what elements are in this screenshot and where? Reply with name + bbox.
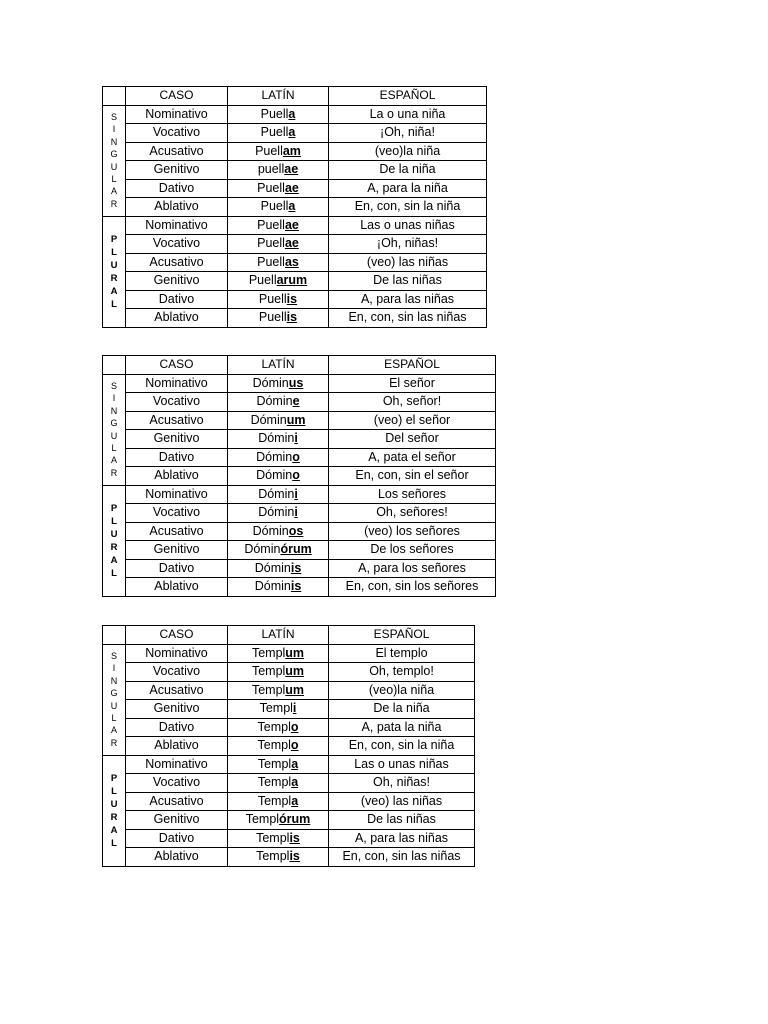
latin-stem: Templ [251, 682, 286, 697]
plural-label: P L U R A L [103, 485, 126, 596]
case-cell: Nominativo [126, 105, 228, 124]
latin-cell [228, 559, 329, 578]
header-espanol: ESPAÑOL [329, 626, 475, 645]
latin-ending-text: e [292, 394, 300, 409]
latin-cell [228, 541, 329, 560]
latin-stem: Dómin [252, 523, 289, 538]
latin-cell [228, 290, 329, 309]
latin-ending-text: i [292, 701, 297, 716]
table-row [103, 811, 475, 830]
latin-stem: Puell [248, 273, 277, 288]
latin-stem: Templ [257, 738, 291, 753]
latin-stem: Templ [245, 812, 280, 827]
table-row [103, 179, 487, 198]
latin-ending-text: órum [280, 542, 312, 557]
spanish-cell: A, para los señores [329, 559, 496, 578]
latin-stem: puell [257, 162, 285, 177]
table-row [103, 541, 496, 560]
latin-cell [228, 737, 329, 756]
latin-ending [287, 310, 297, 324]
latin-ending-text: i [294, 505, 298, 520]
latin-cell [228, 829, 329, 848]
latin-cell [228, 792, 329, 811]
latin-cell [228, 216, 329, 235]
latin-ending-text: a [288, 106, 296, 121]
latin-cell [228, 374, 329, 393]
latin-stem: Dómin [258, 431, 295, 446]
case-cell: Vocativo [126, 663, 228, 682]
case-cell: Ablativo [126, 198, 228, 217]
latin-ending-text: i [294, 486, 298, 501]
latin-ending [292, 468, 300, 482]
latin-ending [291, 757, 298, 771]
latin-ending-text: a [288, 199, 296, 214]
latin-cell [228, 681, 329, 700]
header-espanol: ESPAÑOL [329, 356, 496, 375]
latin-stem: Dómin [256, 449, 293, 464]
latin-ending-text: o [290, 719, 299, 734]
spanish-cell: En, con, sin el señor [329, 467, 496, 486]
latin-cell [228, 578, 329, 597]
spanish-cell: El templo [329, 644, 475, 663]
spanish-cell: De los señores [329, 541, 496, 560]
latin-stem: Dómin [256, 394, 293, 409]
latin-stem: Dómin [252, 375, 289, 390]
table-row [103, 755, 475, 774]
latin-stem: Templ [257, 793, 292, 808]
singular-label: S I N G U L A R [103, 644, 126, 755]
case-cell: Nominativo [126, 485, 228, 504]
table-row [103, 644, 475, 663]
spanish-cell: En, con, sin las niñas [329, 848, 475, 867]
latin-stem: Dómin [258, 505, 295, 520]
case-cell: Ablativo [126, 737, 228, 756]
case-cell: Genitivo [126, 272, 228, 291]
latin-cell [228, 179, 329, 198]
spanish-cell: ¡Oh, niñas! [329, 235, 487, 254]
latin-ending-text: ae [284, 162, 299, 177]
table-row [103, 411, 496, 430]
table-row [103, 792, 475, 811]
singular-label: S I N G U L A R [103, 105, 126, 216]
spanish-cell: A, pata la niña [329, 718, 475, 737]
latin-ending [287, 413, 306, 427]
latin-ending [289, 849, 299, 863]
table-row [103, 309, 487, 328]
table-row [103, 430, 496, 449]
header-corner [103, 356, 126, 375]
spanish-cell: A, para las niñas [329, 290, 487, 309]
latin-ending [285, 683, 304, 697]
latin-ending-text: am [282, 143, 301, 158]
spanish-cell: A, para las niñas [329, 829, 475, 848]
latin-ending [279, 812, 310, 826]
latin-ending-text: i [294, 431, 298, 446]
latin-ending [277, 273, 308, 287]
table-row [103, 522, 496, 541]
latin-ending [289, 831, 299, 845]
latin-ending-text: is [290, 579, 302, 594]
latin-ending [288, 107, 295, 121]
table-row [103, 681, 475, 700]
latin-stem: Templ [251, 664, 286, 679]
latin-stem: Puell [257, 217, 285, 232]
spanish-cell: A, para la niña [329, 179, 487, 198]
latin-ending [294, 431, 297, 445]
latin-ending [291, 720, 299, 734]
table-row [103, 216, 487, 235]
header-caso: CASO [126, 356, 228, 375]
header-latin: LATÍN [228, 87, 329, 106]
declension-table-templum [102, 625, 475, 867]
case-cell: Ablativo [126, 309, 228, 328]
latin-ending-text: órum [279, 812, 311, 827]
table-row [103, 161, 487, 180]
latin-stem: Templ [257, 756, 292, 771]
latin-cell [228, 235, 329, 254]
latin-ending-text: a [291, 775, 299, 790]
table-row [103, 700, 475, 719]
table-row [103, 253, 487, 272]
latin-stem: Templ [257, 719, 291, 734]
latin-ending-text: a [288, 125, 296, 140]
case-cell: Dativo [126, 718, 228, 737]
table-row [103, 718, 475, 737]
spanish-cell: (veo)la niña [329, 142, 487, 161]
latin-ending [284, 162, 298, 176]
latin-cell [228, 411, 329, 430]
latin-stem: Templ [256, 830, 290, 845]
latin-ending [283, 144, 301, 158]
latin-ending [280, 542, 311, 556]
latin-ending [293, 394, 300, 408]
spanish-cell: De la niña [329, 700, 475, 719]
spanish-cell: De las niñas [329, 272, 487, 291]
spanish-cell: De la niña [329, 161, 487, 180]
spanish-cell: Del señor [329, 430, 496, 449]
latin-ending-text: us [288, 375, 304, 390]
plural-label: P L U R A L [103, 755, 126, 866]
latin-ending [291, 579, 301, 593]
latin-cell [228, 253, 329, 272]
case-cell: Vocativo [126, 124, 228, 143]
table-row [103, 198, 487, 217]
case-cell: Ablativo [126, 848, 228, 867]
latin-ending [285, 181, 299, 195]
case-cell: Dativo [126, 829, 228, 848]
latin-cell [228, 467, 329, 486]
latin-cell [228, 485, 329, 504]
case-cell: Acusativo [126, 411, 228, 430]
latin-ending-text: ae [284, 180, 299, 195]
singular-label: S I N G U L A R [103, 374, 126, 485]
latin-stem: Dómin [256, 468, 293, 483]
case-cell: Acusativo [126, 522, 228, 541]
spanish-cell: Las o unas niñas [329, 216, 487, 235]
spanish-cell: ¡Oh, niña! [329, 124, 487, 143]
case-cell: Acusativo [126, 681, 228, 700]
latin-stem: Dómin [254, 560, 291, 575]
spanish-cell: Oh, señor! [329, 393, 496, 412]
case-cell: Dativo [126, 559, 228, 578]
table-row [103, 829, 475, 848]
case-cell: Genitivo [126, 541, 228, 560]
latin-stem: Puell [255, 143, 283, 158]
latin-cell [228, 393, 329, 412]
table-row [103, 485, 496, 504]
table-row [103, 142, 487, 161]
latin-ending [285, 218, 299, 232]
case-cell: Acusativo [126, 792, 228, 811]
header-row [103, 626, 475, 645]
spanish-cell: La o una niña [329, 105, 487, 124]
latin-ending-text: um [286, 412, 306, 427]
latin-ending [291, 561, 301, 575]
latin-ending-text: ae [284, 236, 299, 251]
latin-cell [228, 522, 329, 541]
latin-stem: Puell [257, 180, 285, 195]
latin-ending-text: is [289, 830, 300, 845]
header-row [103, 356, 496, 375]
latin-ending-text: os [288, 523, 304, 538]
spanish-cell: Los señores [329, 485, 496, 504]
latin-cell [228, 644, 329, 663]
latin-ending-text: um [285, 664, 305, 679]
plural-label: P L U R A L [103, 216, 126, 327]
spanish-cell: En, con, sin la niña [329, 737, 475, 756]
latin-ending [291, 775, 298, 789]
latin-cell [228, 430, 329, 449]
spanish-cell: De las niñas [329, 811, 475, 830]
table-row [103, 848, 475, 867]
latin-ending [285, 664, 304, 678]
latin-stem: Puell [257, 254, 285, 269]
table-row [103, 578, 496, 597]
latin-stem: Puell [260, 199, 289, 214]
spanish-cell: Oh, señores! [329, 504, 496, 523]
case-cell: Nominativo [126, 644, 228, 663]
latin-ending [288, 125, 295, 139]
latin-cell [228, 718, 329, 737]
latin-stem: Templ [256, 849, 290, 864]
latin-ending-text: o [290, 738, 299, 753]
latin-cell [228, 198, 329, 217]
header-latin: LATÍN [228, 356, 329, 375]
latin-cell [228, 448, 329, 467]
spanish-cell: (veo) las niñas [329, 792, 475, 811]
case-cell: Ablativo [126, 578, 228, 597]
case-cell: Nominativo [126, 216, 228, 235]
latin-ending [289, 376, 304, 390]
latin-ending-text: a [291, 793, 299, 808]
header-latin: LATÍN [228, 626, 329, 645]
case-cell: Vocativo [126, 774, 228, 793]
latin-stem: Dómin [250, 412, 287, 427]
latin-ending-text: arum [276, 273, 308, 288]
spanish-cell: (veo) las niñas [329, 253, 487, 272]
latin-ending [292, 450, 300, 464]
latin-stem: Templ [257, 775, 292, 790]
table-row [103, 374, 496, 393]
declension-table-puella [102, 86, 487, 328]
spanish-cell: Las o unas niñas [329, 755, 475, 774]
header-corner [103, 87, 126, 106]
case-cell: Genitivo [126, 161, 228, 180]
spanish-cell: (veo)la niña [329, 681, 475, 700]
latin-ending [288, 199, 295, 213]
latin-cell [228, 309, 329, 328]
table-row [103, 774, 475, 793]
latin-ending-text: o [292, 468, 300, 483]
declension-table-dominus [102, 355, 496, 597]
latin-ending-text: a [291, 756, 299, 771]
latin-stem: Dómin [244, 542, 281, 557]
spanish-cell: (veo) los señores [329, 522, 496, 541]
table-row [103, 393, 496, 412]
spanish-cell: (veo) el señor [329, 411, 496, 430]
latin-cell [228, 755, 329, 774]
latin-ending-text: o [292, 449, 300, 464]
table-row [103, 467, 496, 486]
case-cell: Acusativo [126, 142, 228, 161]
latin-ending-text: is [286, 310, 298, 325]
case-cell: Dativo [126, 290, 228, 309]
latin-cell [228, 161, 329, 180]
latin-cell [228, 663, 329, 682]
case-cell: Vocativo [126, 235, 228, 254]
header-row [103, 87, 487, 106]
table-row [103, 105, 487, 124]
case-cell: Genitivo [126, 700, 228, 719]
latin-ending-text: ae [284, 217, 299, 232]
header-caso: CASO [126, 626, 228, 645]
latin-ending [291, 794, 298, 808]
latin-ending-text: um [285, 645, 305, 660]
case-cell: Dativo [126, 448, 228, 467]
case-cell: Ablativo [126, 467, 228, 486]
latin-stem: Puell [257, 236, 285, 251]
case-cell: Genitivo [126, 430, 228, 449]
table-row [103, 448, 496, 467]
table-row [103, 124, 487, 143]
spanish-cell: El señor [329, 374, 496, 393]
latin-ending [285, 255, 299, 269]
table-row [103, 504, 496, 523]
latin-ending [294, 505, 297, 519]
case-cell: Vocativo [126, 504, 228, 523]
latin-cell [228, 142, 329, 161]
latin-cell [228, 811, 329, 830]
header-corner [103, 626, 126, 645]
case-cell: Nominativo [126, 374, 228, 393]
table-row [103, 290, 487, 309]
latin-cell [228, 700, 329, 719]
latin-stem: Puell [258, 310, 287, 325]
table-row [103, 235, 487, 254]
latin-ending [291, 738, 299, 752]
spanish-cell: En, con, sin los señores [329, 578, 496, 597]
latin-stem: Dómin [258, 486, 295, 501]
table-row [103, 559, 496, 578]
latin-ending-text: um [285, 682, 305, 697]
latin-cell [228, 272, 329, 291]
latin-ending [289, 524, 304, 538]
table-row [103, 663, 475, 682]
latin-ending-text: as [284, 254, 299, 269]
table-row [103, 272, 487, 291]
latin-ending [285, 236, 299, 250]
latin-ending [285, 646, 304, 660]
latin-ending-text: is [286, 291, 298, 306]
latin-stem: Templ [251, 645, 286, 660]
latin-ending [293, 701, 296, 715]
latin-ending-text: is [289, 849, 300, 864]
latin-ending [294, 487, 297, 501]
spanish-cell: En, con, sin las niñas [329, 309, 487, 328]
spanish-cell: Oh, niñas! [329, 774, 475, 793]
latin-ending-text: is [290, 560, 302, 575]
case-cell: Genitivo [126, 811, 228, 830]
latin-stem: Dómin [254, 579, 291, 594]
latin-stem: Puell [260, 125, 289, 140]
latin-stem: Templ [259, 701, 293, 716]
case-cell: Nominativo [126, 755, 228, 774]
header-espanol: ESPAÑOL [329, 87, 487, 106]
latin-cell [228, 105, 329, 124]
latin-cell [228, 124, 329, 143]
case-cell: Dativo [126, 179, 228, 198]
latin-cell [228, 774, 329, 793]
latin-cell [228, 504, 329, 523]
header-caso: CASO [126, 87, 228, 106]
spanish-cell: Oh, templo! [329, 663, 475, 682]
latin-stem: Puell [260, 106, 289, 121]
case-cell: Acusativo [126, 253, 228, 272]
spanish-cell: En, con, sin la niña [329, 198, 487, 217]
spanish-cell: A, pata el señor [329, 448, 496, 467]
latin-ending [287, 292, 297, 306]
latin-cell [228, 848, 329, 867]
latin-stem: Puell [258, 291, 287, 306]
case-cell: Vocativo [126, 393, 228, 412]
table-row [103, 737, 475, 756]
